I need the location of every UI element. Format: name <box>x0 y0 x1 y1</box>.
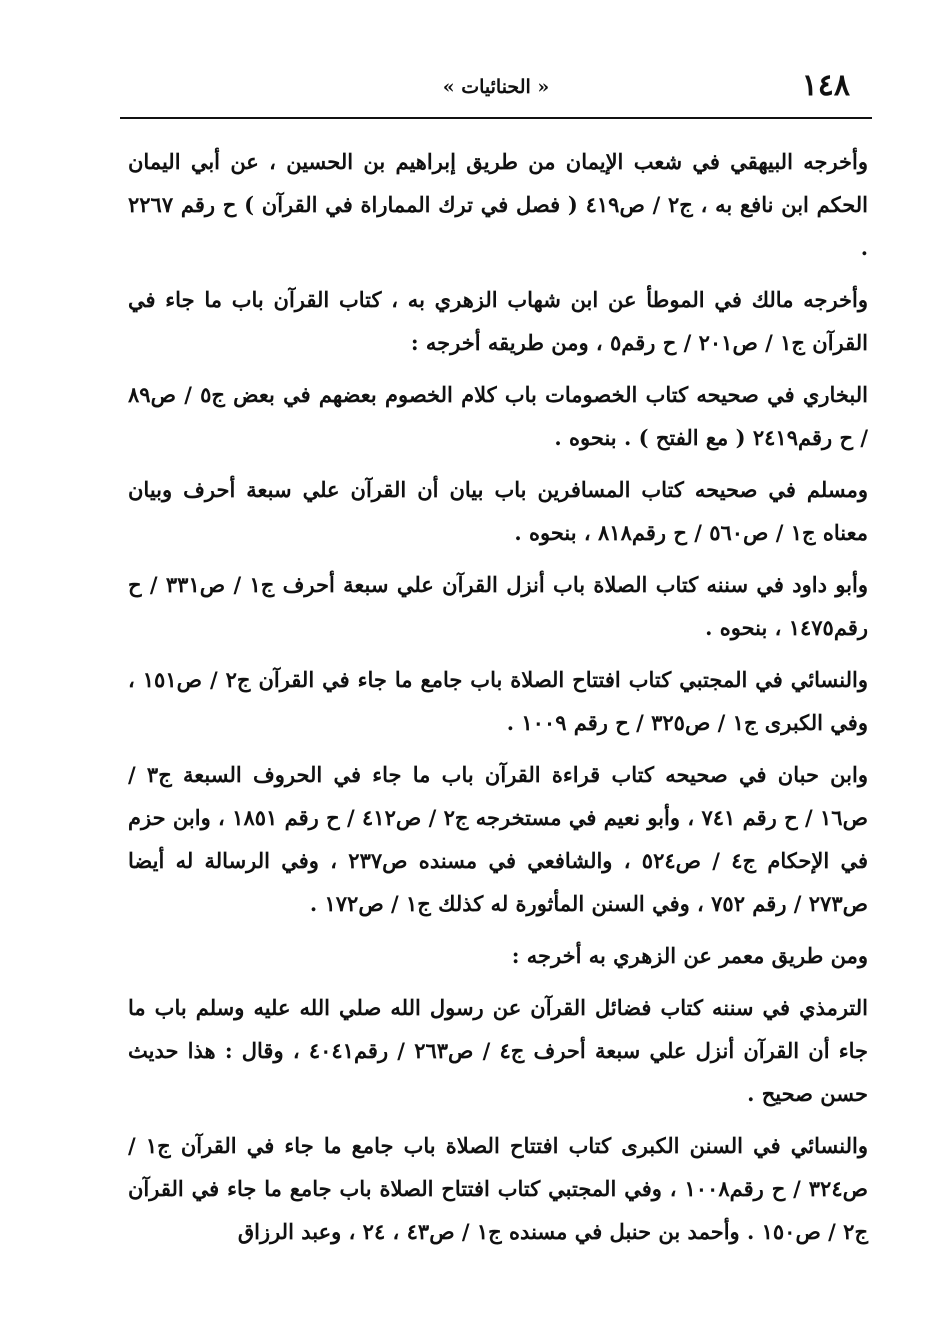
paragraph-8: ومن طريق معمر عن الزهري به أخرجه : <box>511 943 868 968</box>
page-number: ١٤٨ <box>801 68 850 103</box>
paragraph-4: ومسلم في صحيحه كتاب المسافرين باب بيان أن القرآن علي سبعة أحرف وبيان معناه ج١ / ص٥٦٠ / ح رقم٨١٨ ، بنحوه . <box>128 477 868 545</box>
header-rule <box>120 117 872 119</box>
paragraph-7: وابن حبان في صحيحه كتاب قراءة القرآن باب ما جاء في الحروف السبعة ج٣ / ص١٦ / ح رقم ٧٤١ ، وأبو نعيم في مستخرجه ج٢ / ص٤١٢ / ح رقم ١٨٥١ ، وابن حزم في الإحكام ج٤ / ص٥٢٤ ، والشافعي في مسنده ص٢٣٧ ، وفي الرسالة له أيضا ص٢٧٣ / رقم ٧٥٢ ، وفي السنن المأثورة له كذلك ج١ / ص١٧٢ . <box>128 762 868 916</box>
running-title: « الحنائيات » <box>442 76 550 98</box>
paragraph-2: وأخرجه مالك في الموطأ عن ابن شهاب الزهري به ، كتاب القرآن باب ما جاء في القرآن ج١ / ص٢٠١ / ح رقم٥ ، ومن طريقه أخرجه : <box>128 287 868 355</box>
page-body <box>128 140 868 1262</box>
paragraph-5: وأبو داود في سننه كتاب الصلاة باب أنزل القرآن علي سبعة أحرف ج١ / ص٣٣١ / ح رقم١٤٧٥ ، بنحوه . <box>128 572 868 640</box>
page-header <box>120 68 872 112</box>
paragraph-10: والنسائي في السنن الكبرى كتاب افتتاح الصلاة باب جامع ما جاء في القرآن ج١ / ص٣٢٤ / ح رقم١٠٠٨ ، وفي المجتبي كتاب افتتاح الصلاة باب جامع ما جاء في القرآن ج٢ / ص١٥٠ . وأحمد بن حنبل في مسنده ج١ / ص٤٣ ، ٢٤ ، وعبد الرزاق <box>128 1133 868 1244</box>
paragraph-1: وأخرجه البيهقي في شعب الإيمان من طريق إبراهيم بن الحسين ، عن أبي اليمان الحكم ابن نافع به ، ج٢ / ص٤١٩ ( فصل في ترك المماراة في القرآن ) ح رقم ٢٢٦٧ . <box>128 149 868 260</box>
paragraph-3: البخاري في صحيحه كتاب الخصومات باب كلام الخصوم بعضهم في بعض ج٥ / ص٨٩ / ح رقم٢٤١٩ ( مع الفتح ) . بنحوه . <box>128 382 869 450</box>
paragraph-6: والنسائي في المجتبي كتاب افتتاح الصلاة باب جامع ما جاء في القرآن ج٢ / ص١٥١ ، وفي الكبرى ج١ / ص٣٢٥ / ح رقم ١٠٠٩ . <box>128 667 869 735</box>
paragraph-9: الترمذي في سننه كتاب فضائل القرآن عن رسول الله صلي الله عليه وسلم باب ما جاء أن القرآن أنزل علي سبعة أحرف ج٤ / ص٢٦٣ / رقم٤٠٤١ ، وقال : هذا حديث حسن صحيح . <box>128 995 869 1106</box>
